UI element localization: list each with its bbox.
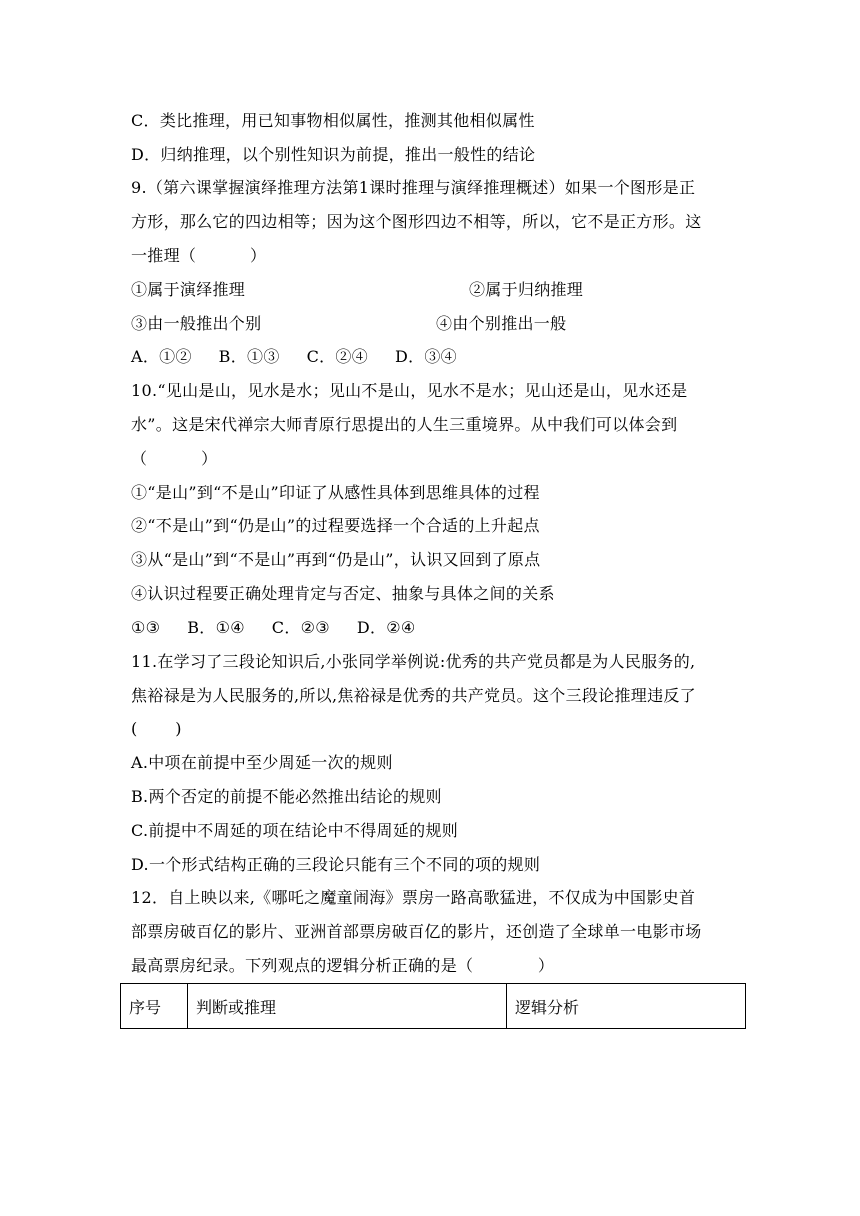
q11-stem-line-1: 11.在学习了三段论知识后,小张同学举例说:优秀的共产党员都是为人民服务的, (131, 652, 696, 671)
q9-item-3: ③由一般推出个别 (131, 314, 262, 333)
q11-option-c: C.前提中不周延的项在结论中不得周延的规则 (131, 821, 459, 840)
q10-stem-line-3: （ ） (131, 449, 218, 468)
table-header-cell: 逻辑分析 (507, 984, 746, 1029)
q8-option-d: D．归纳推理，以个别性知识为前提，推出一般性的结论 (131, 145, 536, 164)
q10-item-2: ②“不是山”到“仍是山”的过程要选择一个合适的上升起点 (131, 516, 540, 535)
table-header-cell: 序号 (121, 984, 188, 1029)
q12-analysis-table (120, 983, 746, 1029)
q11-option-d: D.一个形式结构正确的三段论只能有三个不同的项的规则 (131, 855, 541, 874)
table-header-row (121, 984, 746, 1029)
q12-stem-line-3: 最高票房纪录。下列观点的逻辑分析正确的是（ ） (131, 956, 555, 975)
q10-item-4: ④认识过程要正确处理肯定与否定、抽象与具体之间的关系 (131, 584, 555, 603)
q9-stem-line-2: 方形，那么它的四边相等；因为这个图形四边不相等，所以，它不是正方形。这 (131, 212, 702, 231)
q12-stem-line-2: 部票房破百亿的影片、亚洲首部票房破百亿的影片，还创造了全球单一电影市场 (131, 922, 702, 941)
q9-stem-line-3: 一推理（ ） (131, 246, 267, 265)
q10-item-1: ①“是山”到“不是山”印证了从感性具体到思维具体的过程 (131, 483, 540, 502)
q10-stem-line-2: 水”。这是宋代禅宗大师青原行思提出的人生三重境界。从中我们可以体会到 (131, 415, 678, 434)
q8-option-c: C．类比推理，用已知事物相似属性，推测其他相似属性 (131, 111, 535, 130)
q12-stem-line-1: 12．自上映以来,《哪吒之魔童闹海》票房一路高歌猛进，不仅成为中国影史首 (131, 888, 696, 907)
q9-stem-line-1: 9.（第六课掌握演绎推理方法第1课时推理与演绎推理概述）如果一个图形是正 (131, 178, 696, 197)
q9-choices: A．①② B．①③ C．②④ D．③④ (131, 347, 457, 366)
q10-item-3: ③从“是山”到“不是山”再到“仍是山”，认识又回到了原点 (131, 550, 541, 569)
q9-item-1: ①属于演绎推理 (131, 280, 246, 299)
q11-stem-line-3: ( ) (131, 719, 182, 738)
q10-choices: ①③ B．①④ C．②③ D．②④ (131, 618, 416, 637)
table-header-cell: 判断或推理 (188, 984, 507, 1029)
q11-stem-line-2: 焦裕禄是为人民服务的,所以,焦裕禄是优秀的共产党员。这个三段论推理违反了 (131, 686, 696, 705)
q11-option-a: A.中项在前提中至少周延一次的规则 (131, 753, 393, 772)
q11-option-b: B.两个否定的前提不能必然推出结论的规则 (131, 787, 442, 806)
q10-stem-line-1: 10.“见山是山，见水是水；见山不是山，见水不是水；见山还是山，见水还是 (131, 381, 688, 400)
q9-item-4: ④由个别推出一般 (436, 314, 567, 333)
q9-item-2: ②属于归纳推理 (469, 280, 584, 299)
